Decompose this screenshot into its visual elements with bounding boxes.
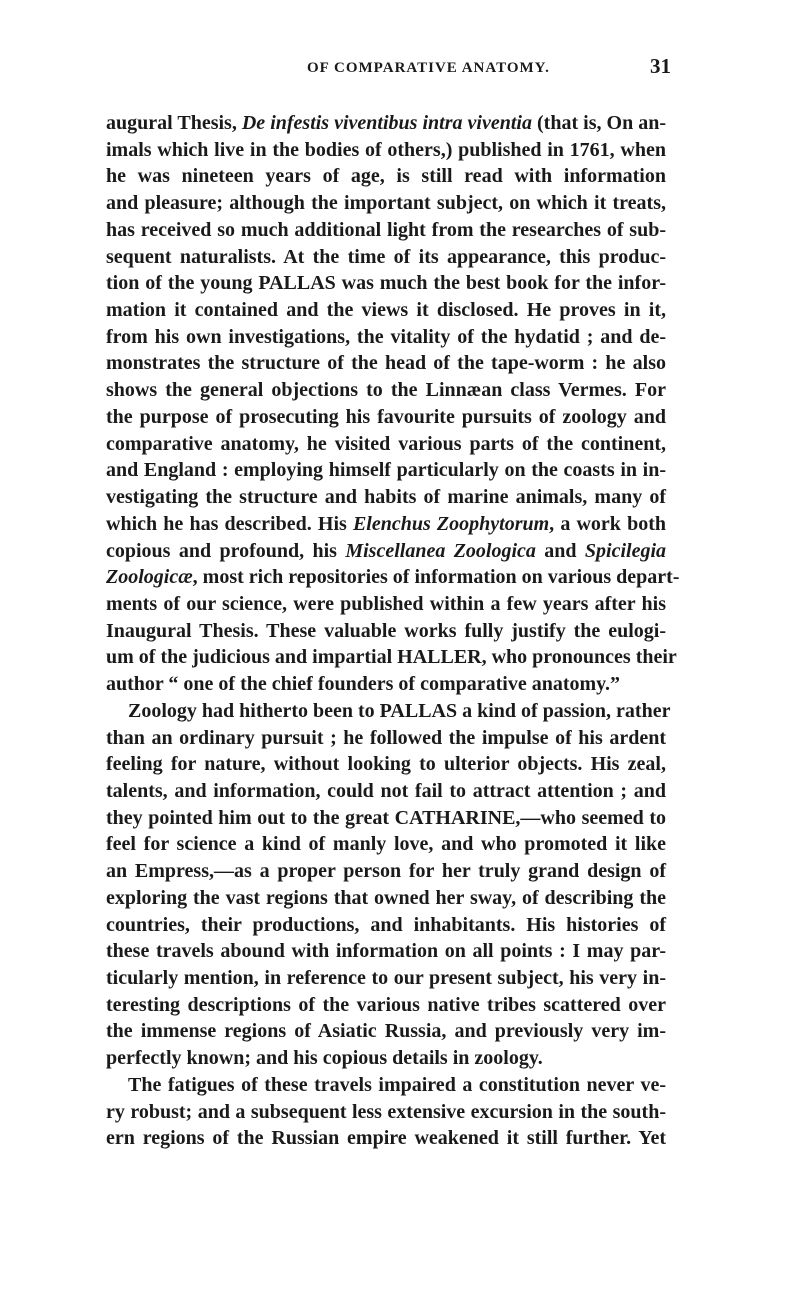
text-run: mation it contained and the views it disclosed. He proves in it, — [106, 299, 666, 322]
text-line — [106, 965, 666, 992]
text-run: The fatigues of these travels impaired a constitution never ve- — [128, 1073, 666, 1096]
text-line — [106, 163, 666, 190]
text-run: and — [535, 539, 585, 562]
text-run: , a work both — [549, 512, 666, 535]
body-text — [106, 110, 680, 1152]
text-run: he was nineteen years of age, is still read with information — [106, 165, 666, 188]
text-run: author “ one of the chief founders of comparative anatomy.” — [106, 673, 621, 696]
text-line — [106, 1125, 666, 1152]
text-run: and England : employing himself particularly on the coasts in in- — [106, 459, 666, 482]
text-line — [106, 591, 666, 618]
text-run: has received so much additional light from the researches of sub- — [106, 218, 666, 241]
text-line — [106, 324, 666, 351]
text-run: exploring the vast regions that owned her sway, of describing the — [106, 886, 666, 909]
text-run: (that is, On an- — [531, 112, 666, 134]
text-line — [106, 885, 666, 912]
text-line — [106, 1072, 666, 1099]
text-line — [106, 377, 666, 404]
text-line — [106, 457, 666, 484]
text-line — [106, 110, 666, 137]
text-run: ments of our science, were published within a few years after his — [106, 592, 666, 615]
text-run: they pointed him out to the great CATHARINE,—who seemed to — [106, 806, 666, 829]
text-run: teresting descriptions of the various native tribes scattered over — [106, 993, 666, 1016]
text-line — [106, 912, 666, 939]
text-run: Inaugural Thesis. These valuable works fully justify the eulogi- — [106, 619, 666, 642]
text-line — [106, 564, 680, 591]
text-line — [106, 1045, 666, 1072]
text-line — [106, 751, 666, 778]
italic-title: Zoologicæ — [106, 566, 193, 589]
text-line — [106, 1018, 666, 1045]
text-line — [106, 938, 666, 965]
text-line — [106, 671, 666, 698]
text-line — [106, 404, 666, 431]
text-line — [106, 431, 666, 458]
text-line — [106, 484, 666, 511]
text-run: shows the general objections to the Linnæan class Vermes. For — [106, 379, 666, 402]
text-line — [106, 805, 666, 832]
text-line — [106, 297, 666, 324]
page-number: 31 — [650, 54, 671, 78]
text-line — [106, 725, 666, 752]
text-run: ry robust; and a subsequent less extensive excursion in the south- — [106, 1100, 666, 1123]
text-line — [106, 511, 666, 538]
text-line — [106, 644, 677, 671]
text-run: Zoology had hitherto been to PALLAS a kind of passion, rather — [128, 699, 671, 722]
text-line — [106, 1099, 666, 1126]
text-run: the immense regions of Asiatic Russia, and previously very im- — [106, 1020, 666, 1043]
text-run: comparative anatomy, he visited various parts of the continent, — [106, 432, 666, 455]
text-run: perfectly known; and his copious details in zoology. — [106, 1047, 543, 1070]
text-run: imals which live in the bodies of others,) published in 1761, when — [106, 138, 666, 161]
text-run: these travels abound with information on all points : I may par- — [106, 940, 666, 963]
text-run: which he has described. His — [106, 512, 353, 535]
text-line — [106, 618, 666, 645]
text-run: augural Thesis, — [106, 112, 242, 134]
text-line — [106, 778, 666, 805]
text-line — [106, 538, 666, 565]
text-line — [106, 858, 666, 885]
text-run: feel for science a kind of manly love, and who promoted it like — [106, 833, 666, 856]
text-run: sequent naturalists. At the time of its appearance, this produc- — [106, 245, 666, 268]
italic-title: De infestis viventibus intra viventia — [241, 112, 532, 134]
italic-title: Spicilegia — [584, 539, 667, 562]
text-run: copious and profound, his — [106, 539, 346, 562]
text-run: an Empress,—as a proper person for her truly grand design of — [106, 860, 666, 883]
text-run: ern regions of the Russian empire weakened it still further. Yet — [106, 1127, 666, 1150]
italic-title: Elenchus Zoophytorum — [352, 512, 550, 535]
text-run: and pleasure; although the important subject, on which it treats, — [106, 192, 666, 215]
text-line — [106, 190, 666, 217]
text-run: um of the judicious and impartial HALLER, who pronounces their — [106, 646, 677, 669]
text-run: than an ordinary pursuit ; he followed the impulse of his ardent — [106, 726, 666, 749]
text-line — [106, 217, 666, 244]
text-run: from his own investigations, the vitality of the hydatid ; and de- — [106, 325, 666, 348]
text-line — [106, 137, 666, 164]
text-run: feeling for nature, without looking to ulterior objects. His zeal, — [106, 753, 666, 776]
italic-title: Miscellanea Zoologica — [345, 539, 536, 562]
text-line — [106, 992, 666, 1019]
text-line — [106, 350, 666, 377]
text-run: talents, and information, could not fail to attract attention ; and — [106, 779, 666, 802]
text-run: the purpose of prosecuting his favourite pursuits of zoology and — [106, 405, 666, 428]
text-run: vestigating the structure and habits of marine animals, many of — [106, 486, 666, 509]
text-run: tion of the young PALLAS was much the best book for the infor- — [106, 272, 666, 295]
text-run: monstrates the structure of the head of the tape-worm : he also — [106, 352, 666, 375]
text-run: countries, their productions, and inhabitants. His histories of — [106, 913, 666, 936]
text-line — [106, 244, 666, 271]
text-run: ticularly mention, in reference to our present subject, his very in- — [106, 967, 666, 989]
text-line — [106, 698, 671, 725]
text-line — [106, 831, 666, 858]
text-run: , most rich repositories of information on various depart- — [192, 566, 680, 589]
text-line — [106, 270, 666, 297]
running-head: OF COMPARATIVE ANATOMY. — [307, 60, 550, 76]
